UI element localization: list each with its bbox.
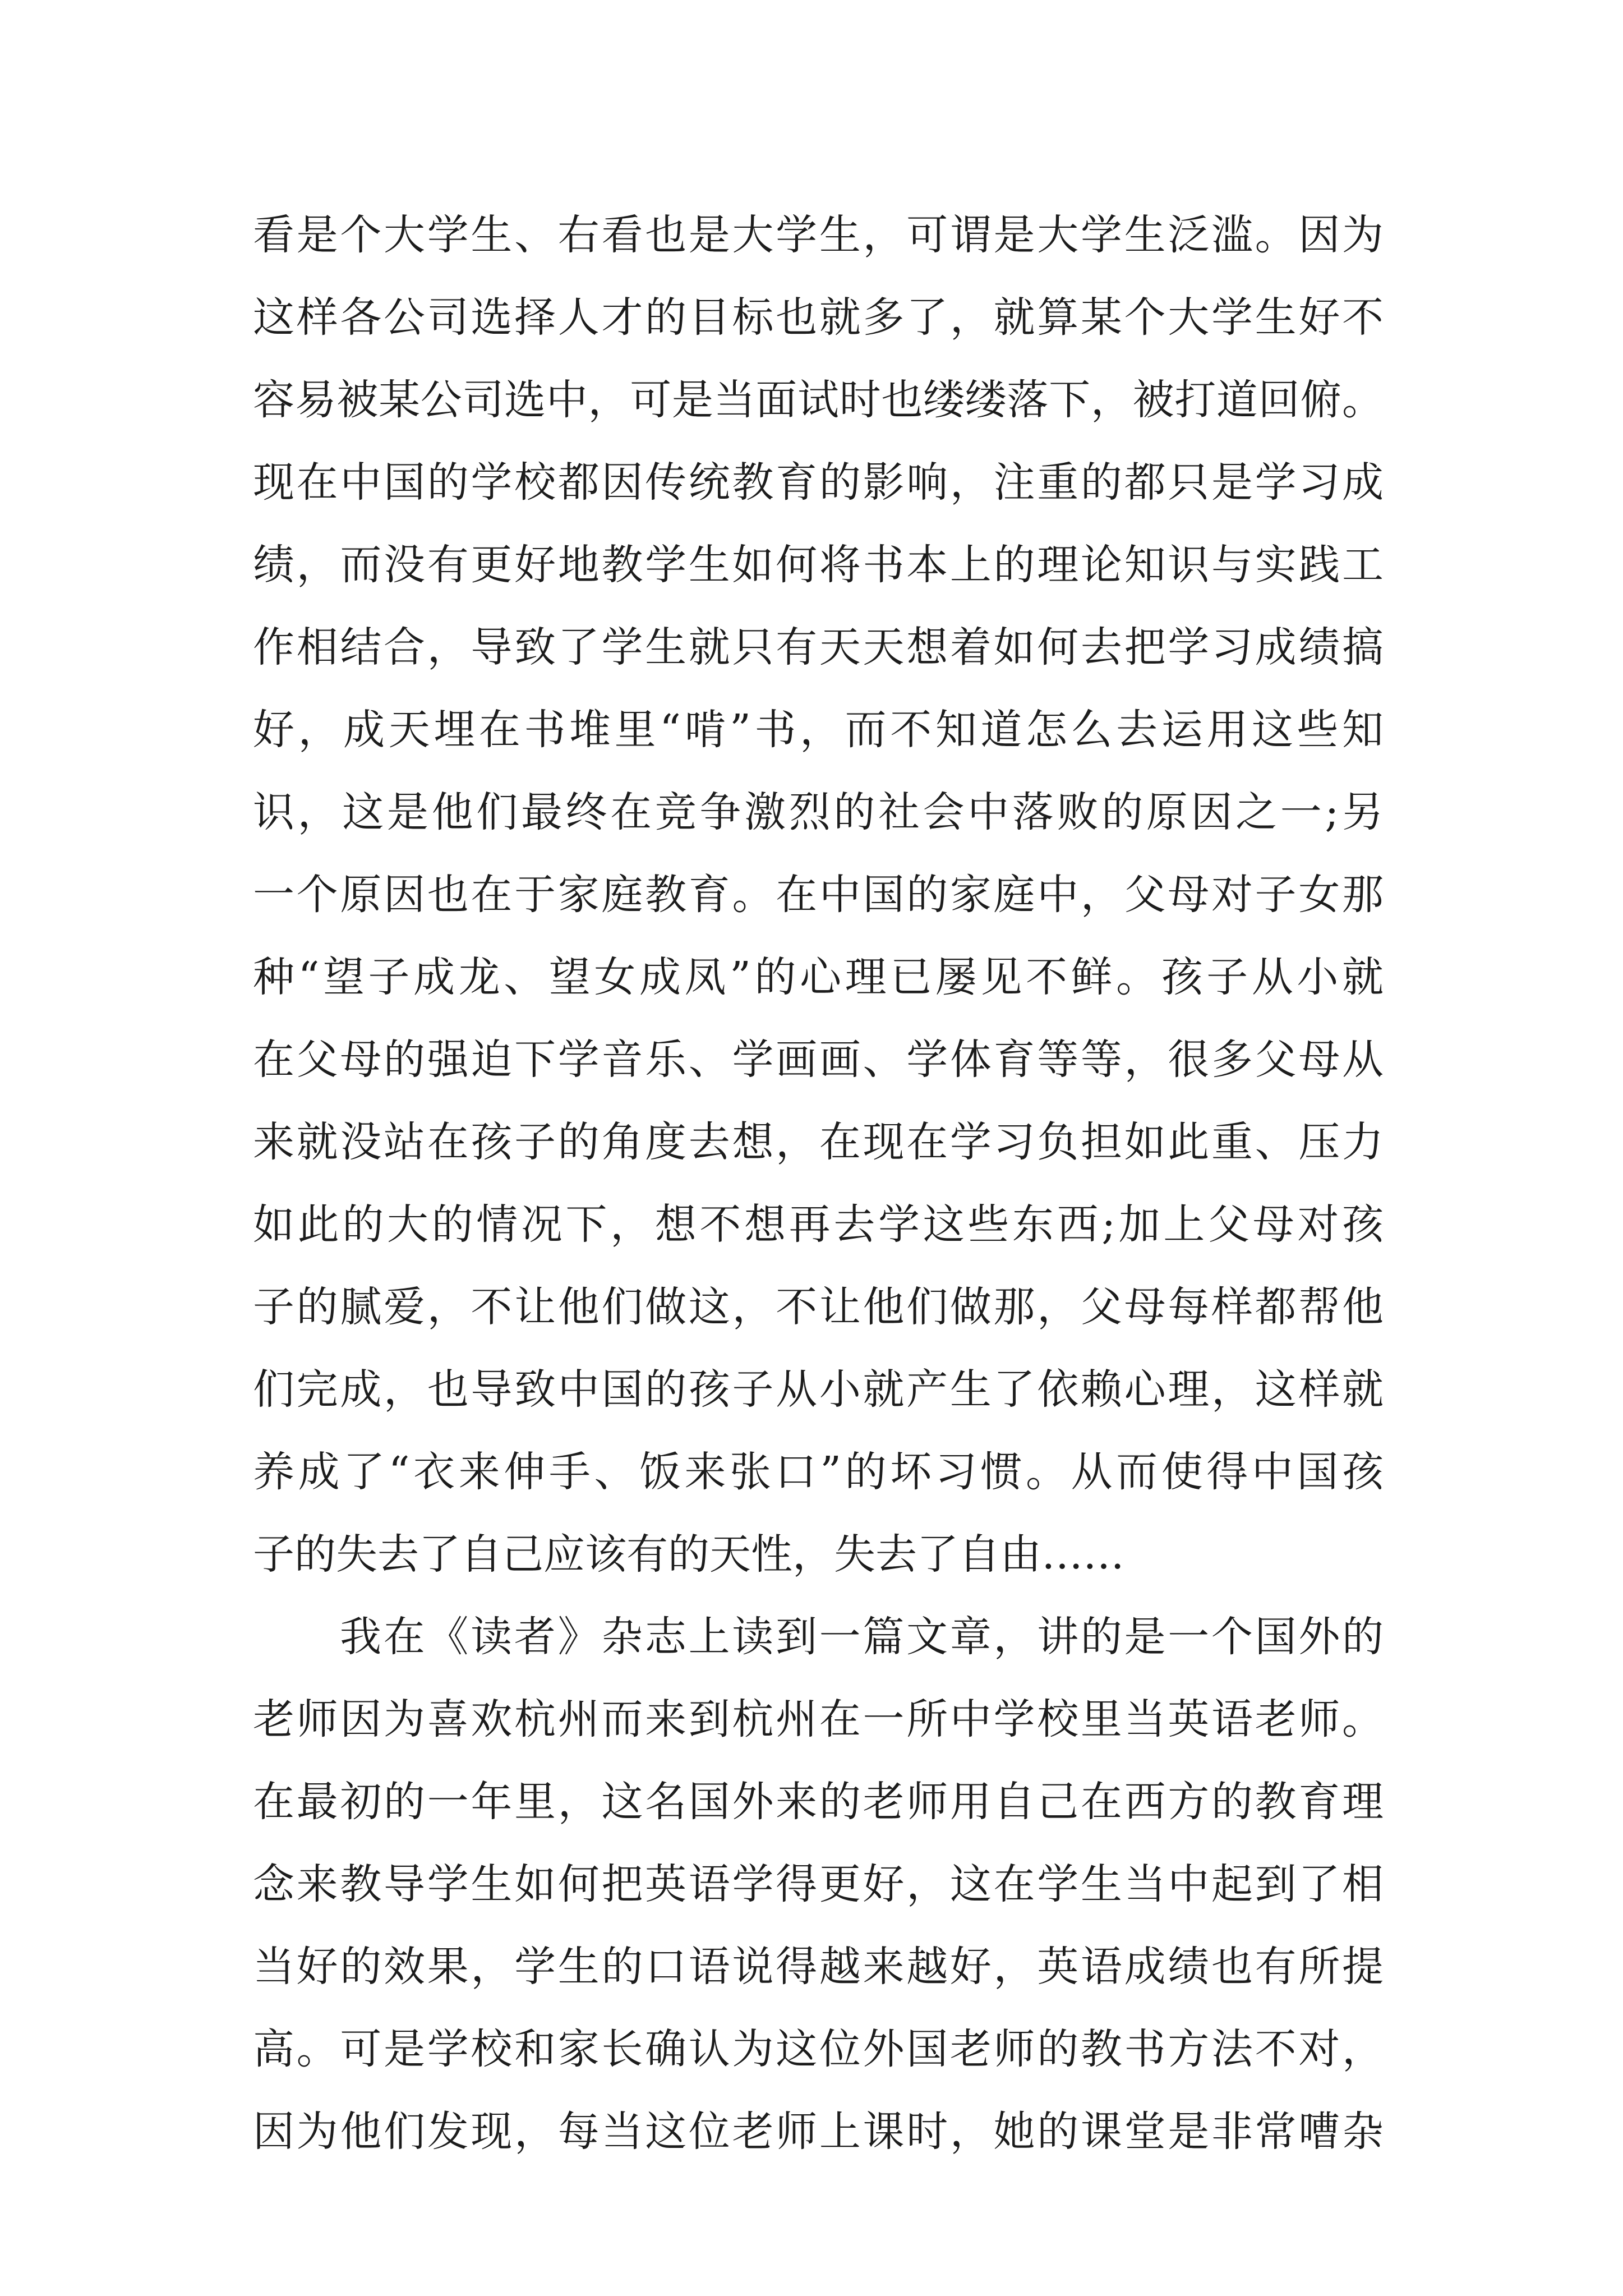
text-line: 老师因为喜欢杭州而来到杭州在一所中学校里当英语老师。 <box>253 1695 1384 1743</box>
text-line: 在最初的一年里，这名国外来的老师用自己在西方的教育理 <box>253 1778 1384 1826</box>
body-text <box>253 194 1384 2173</box>
text-line: 养成了“衣来伸手、饭来张口”的坏习惯。从而使得中国孩 <box>253 1448 1384 1496</box>
text-line: 种“望子成龙、望女成凤”的心理已屡见不鲜。孩子从小就 <box>253 953 1384 1001</box>
text-line: 现在中国的学校都因传统教育的影响，注重的都只是学习成 <box>253 458 1384 507</box>
paragraph-2 <box>253 1596 1384 2173</box>
text-line: 作相结合，导致了学生就只有天天想着如何去把学习成绩搞 <box>253 623 1384 671</box>
text-line: 看是个大学生、右看也是大学生，可谓是大学生泛滥。因为 <box>253 211 1384 259</box>
text-line: 我在《读者》杂志上读到一篇文章，讲的是一个国外的 <box>340 1613 1384 1661</box>
text-line: 来就没站在孩子的角度去想，在现在学习负担如此重、压力 <box>253 1118 1384 1166</box>
text-line: 子的腻爱，不让他们做这，不让他们做那，父母每样都帮他 <box>253 1283 1384 1331</box>
text-line: 当好的效果，学生的口语说得越来越好，英语成绩也有所提 <box>253 1943 1384 1991</box>
text-line: 绩，而没有更好地教学生如何将书本上的理论知识与实践工 <box>253 541 1384 589</box>
text-line: 在父母的强迫下学音乐、学画画、学体育等等，很多父母从 <box>253 1036 1384 1084</box>
text-line: 好，成天埋在书堆里“啃”书，而不知道怎么去运用这些知 <box>253 706 1384 754</box>
text-line: 识，这是他们最终在竞争激烈的社会中落败的原因之一;另 <box>253 788 1384 836</box>
text-line: 念来教导学生如何把英语学得更好，这在学生当中起到了相 <box>253 1860 1384 1908</box>
text-line: 这样各公司选择人才的目标也就多了，就算某个大学生好不 <box>253 293 1384 342</box>
text-line: 子的失去了自己应该有的天性，失去了自由…… <box>253 1530 1124 1579</box>
text-line: 因为他们发现，每当这位老师上课时，她的课堂是非常嘈杂 <box>253 2108 1384 2156</box>
text-line: 高。可是学校和家长确认为这位外国老师的教书方法不对， <box>253 2025 1384 2073</box>
paragraph-1 <box>253 194 1384 1596</box>
text-line: 容易被某公司选中，可是当面试时也缕缕落下，被打道回俯。 <box>253 376 1384 424</box>
text-line: 一个原因也在于家庭教育。在中国的家庭中，父母对子女那 <box>253 871 1384 919</box>
text-line: 如此的大的情况下，想不想再去学这些东西;加上父母对孩 <box>253 1200 1384 1249</box>
text-line: 们完成，也导致中国的孩子从小就产生了依赖心理，这样就 <box>253 1365 1384 1414</box>
